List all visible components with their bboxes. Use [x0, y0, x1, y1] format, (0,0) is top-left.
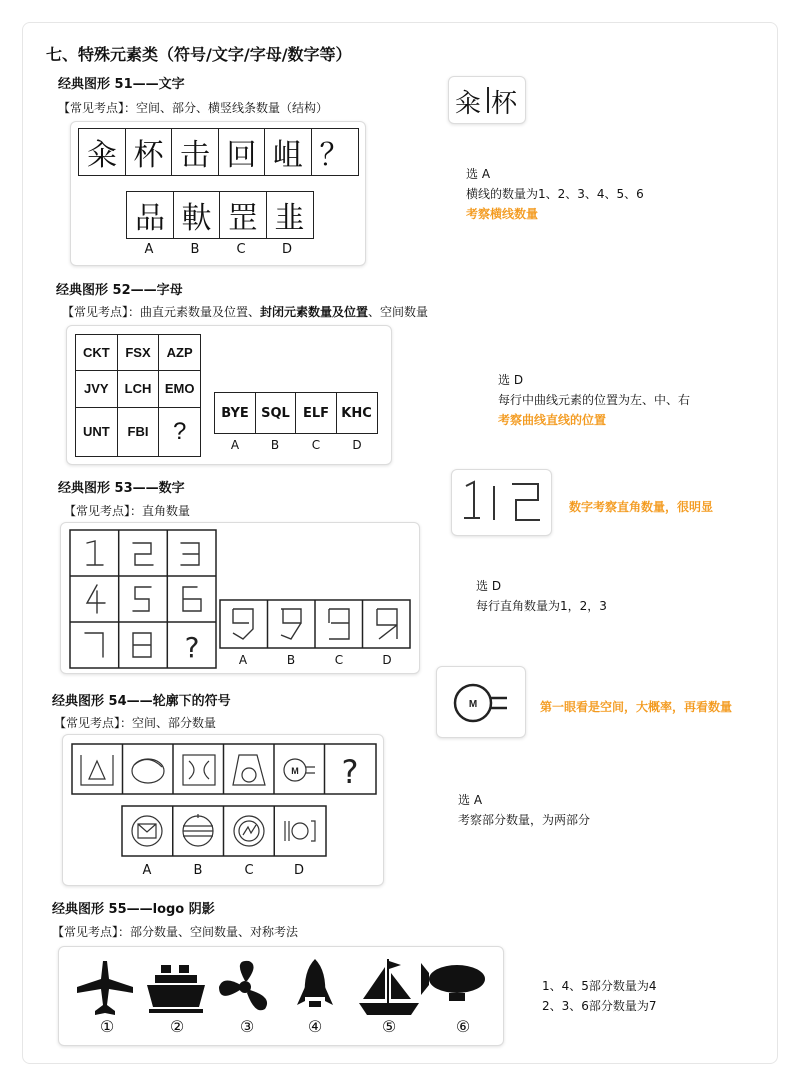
- q55-number-2: ②: [169, 1017, 185, 1036]
- q52-answer-block: [498, 370, 690, 430]
- digit-7-glyph: [85, 633, 103, 657]
- digit-4-glyph: [87, 585, 105, 613]
- q52-option-b: SQL: [255, 392, 297, 434]
- q54-answer: 选 A: [458, 793, 483, 807]
- q55-logos: [69, 957, 495, 1019]
- q52-grid-cell: LCH: [118, 371, 160, 407]
- q55-number-4: ④: [307, 1017, 323, 1036]
- symbol-1: [81, 755, 113, 785]
- option-d-bracket: [311, 821, 315, 841]
- symbol-3: [183, 755, 215, 785]
- digit-8-glyph: [133, 633, 151, 657]
- q52-label-b: B: [270, 438, 280, 452]
- q51-cell: 杯: [125, 128, 173, 176]
- q54-hint-highlight: 第一眼看是空间，大概率，再看数量: [540, 700, 733, 714]
- option-d-bars: [285, 821, 289, 841]
- q51-hint-char: 杯: [491, 89, 518, 119]
- q52-note-b: 封闭元素数量及位置: [260, 305, 369, 319]
- q53-hint-card: [451, 469, 552, 536]
- q53-note: [64, 502, 190, 519]
- q54-hint-motor: [449, 679, 519, 727]
- digit-6-glyph: [183, 587, 201, 611]
- q55-title: 经典图形 55——logo 阴影: [52, 902, 215, 917]
- q52-grid: [75, 334, 201, 457]
- q55-note: [52, 923, 298, 940]
- q51-figure-card: [70, 121, 366, 266]
- q51-title: 经典图形 51——文字: [58, 77, 185, 92]
- symbol-5-leads: [306, 767, 315, 773]
- option-d-circle: [292, 823, 308, 839]
- q54-title: 经典图形 54——轮廓下的符号: [52, 694, 231, 709]
- q53-label-c: C: [334, 653, 344, 667]
- q51-answer-block: [466, 164, 644, 224]
- logo-rocket: [297, 959, 333, 1007]
- q53-label-d: D: [382, 653, 392, 667]
- option-c-glyph: [329, 609, 349, 639]
- q54-explain: 考察部分数量，为两部分: [458, 813, 591, 827]
- q53-question: ?: [184, 631, 200, 664]
- q54-answer-block: [458, 790, 590, 830]
- q51-note-prefix: 【常见考点】：: [58, 101, 137, 115]
- q52-label-a: A: [230, 438, 240, 452]
- hint-digit-2: [512, 484, 540, 520]
- q55-figure-card: [58, 946, 504, 1046]
- q51-answer: 选 A: [466, 167, 491, 181]
- q51-note-text: 空间、部分、横竖线条数量（结构）: [136, 101, 329, 115]
- option-c-inner: [239, 821, 259, 841]
- q53-label-a: A: [238, 653, 248, 667]
- q52-grid-cell: JVY: [76, 371, 118, 407]
- q51-option-d: 韭: [266, 191, 314, 239]
- q52-option-a: BYE: [214, 392, 256, 434]
- q52-grid-question: ?: [159, 408, 201, 457]
- q51-label-a: A: [144, 242, 154, 257]
- q52-options-row: [214, 392, 378, 434]
- q52-explain: 每行中曲线元素的位置为左、中、右: [498, 393, 691, 407]
- q51-hint-char: 籴: [455, 89, 482, 119]
- q51-cell: 岨: [264, 128, 312, 176]
- q52-option-c: ELF: [295, 392, 337, 434]
- q54-label-d: D: [293, 863, 304, 878]
- q51-cell: 籴: [78, 128, 126, 176]
- digit-3-glyph: [181, 543, 199, 565]
- logo-airplane: [77, 961, 133, 1015]
- digit-2-glyph: [133, 543, 153, 565]
- q54-options: [121, 805, 327, 857]
- hint-motor-leads: [491, 698, 507, 708]
- q53-note-prefix: 【常见考点】：: [64, 504, 143, 518]
- q52-grid-cell: FBI: [118, 408, 160, 457]
- symbol-2-arc: [134, 759, 162, 767]
- q54-top-row: [71, 743, 377, 795]
- q54-question: ?: [341, 753, 359, 791]
- option-a-circle: [132, 816, 162, 846]
- q53-label-b: B: [286, 653, 296, 667]
- q52-grid-cell: EMO: [159, 371, 201, 407]
- q54-figure-card: [62, 734, 384, 886]
- q51-option-a: 品: [126, 191, 174, 239]
- q51-cell: 回: [218, 128, 266, 176]
- q53-hint-highlight: 数字考察直角数量，很明显: [569, 500, 714, 514]
- q51-explain: 横线的数量为1、2、3、4、5、6: [466, 187, 644, 201]
- q54-label-c: C: [244, 863, 254, 878]
- logo-sailboat: [359, 959, 419, 1015]
- q54-label-a: A: [142, 863, 152, 878]
- q55-explain-2: 2、3、6部分数量为7: [542, 999, 657, 1013]
- q51-top-row: [78, 128, 359, 176]
- q55-number-5: ⑤: [381, 1017, 397, 1036]
- q55-explain-1: 1、4、5部分数量为4: [542, 979, 657, 993]
- section-title: 七、特殊元素类（符号/文字/字母/数字等）: [46, 45, 352, 64]
- digit-5-glyph: [133, 587, 151, 611]
- q51-label-c: C: [236, 242, 246, 257]
- hint-digit-1: [464, 482, 480, 518]
- q52-option-d: KHC: [336, 392, 378, 434]
- q53-title: 经典图形 53——数字: [58, 481, 185, 496]
- q53-hint-glyphs: [458, 478, 548, 528]
- q54-note-prefix: 【常见考点】：: [54, 716, 133, 730]
- q52-answer: 选 D: [498, 373, 524, 387]
- q52-note: [62, 303, 428, 320]
- q53-explain: 每行直角数量为1，2，3: [476, 599, 607, 613]
- q52-grid-cell: FSX: [118, 335, 160, 371]
- q54-motor-letter: M: [291, 766, 299, 776]
- option-b-lines: [183, 814, 213, 836]
- q54-note: [54, 714, 216, 731]
- divider: [487, 87, 489, 113]
- q52-label-c: C: [311, 438, 321, 452]
- q54-label-b: B: [193, 863, 203, 878]
- q53-figure-card: [60, 522, 420, 674]
- q55-number-6: ⑥: [455, 1017, 471, 1036]
- q54-note-text: 空间、部分数量: [132, 716, 217, 730]
- q53-answer-block: [476, 576, 607, 616]
- q51-option-b: 軑: [173, 191, 221, 239]
- q51-hint-card: [448, 76, 526, 124]
- q51-cell-question: ？: [311, 128, 359, 176]
- logo-ship: [147, 965, 205, 1013]
- q51-options-row: [126, 191, 314, 239]
- q53-note-text: 直角数量: [142, 504, 191, 518]
- q54-hint-letter: M: [468, 699, 478, 710]
- q55-number-1: ①: [99, 1017, 115, 1036]
- q53-digit-grid: [69, 529, 217, 669]
- option-a-envelope: [138, 824, 156, 838]
- q52-label-d: D: [352, 438, 362, 452]
- q52-title: 经典图形 52——字母: [56, 283, 183, 298]
- option-d-glyph: [377, 609, 397, 639]
- q53-answer: 选 D: [476, 579, 502, 593]
- q51-note: [58, 99, 328, 116]
- q52-highlight: 考察曲线直线的位置: [498, 413, 607, 427]
- q51-highlight: 考察横线数量: [466, 207, 539, 221]
- q52-note-prefix: 【常见考点】：: [62, 305, 141, 319]
- q52-note-c: 、空间数量: [368, 305, 429, 319]
- option-b-glyph: [281, 609, 301, 639]
- logo-airship: [421, 963, 485, 1001]
- q55-answer-block: [542, 976, 657, 1016]
- q53-options: [219, 599, 411, 649]
- q52-figure-card: [66, 325, 392, 465]
- logo-propeller: [219, 961, 267, 1010]
- q55-note-text: 部分数量、空间数量、对称考法: [130, 925, 299, 939]
- q51-cell: 击: [171, 128, 219, 176]
- q51-label-d: D: [281, 242, 292, 257]
- q54-hint-card: [436, 666, 526, 738]
- q52-grid-cell: AZP: [159, 335, 201, 371]
- q51-option-c: 罡: [219, 191, 267, 239]
- q51-label-b: B: [190, 242, 200, 257]
- symbol-4-circle: [242, 768, 256, 782]
- symbol-4: [233, 755, 265, 785]
- symbol-3-inner: [189, 761, 209, 779]
- q55-note-prefix: 【常见考点】：: [52, 925, 131, 939]
- q55-number-3: ③: [239, 1017, 255, 1036]
- digit-1-glyph: [87, 541, 103, 565]
- q52-grid-cell: CKT: [76, 335, 118, 371]
- q52-grid-cell: UNT: [76, 408, 118, 457]
- option-a-glyph: [233, 609, 253, 639]
- q52-note-a: 曲直元素数量及位置、: [140, 305, 261, 319]
- option-c-zigzag: [243, 825, 256, 835]
